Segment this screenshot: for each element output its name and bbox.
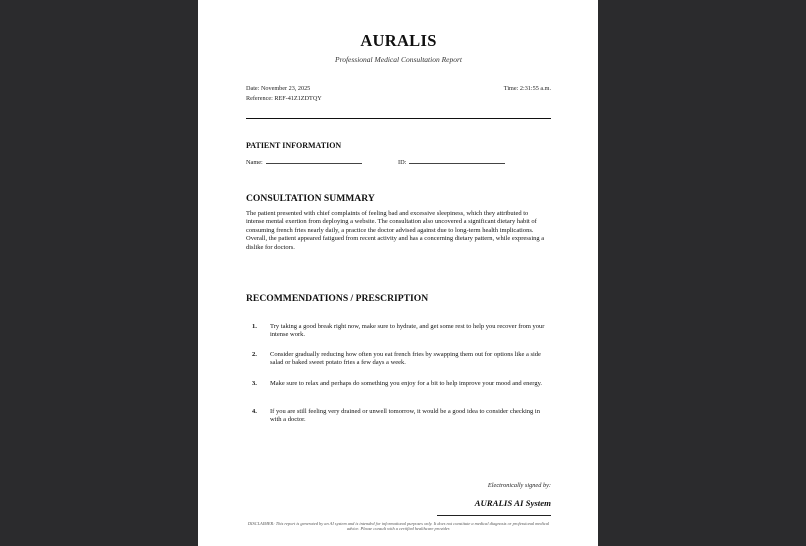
disclaimer-text: DISCLAIMER: This report is generated by an AI system and is intended for informational purposes only. It does not constitute a medical diagnosis or professional medical advice. Please consult with a certified healthcare provider. bbox=[247, 521, 550, 532]
recommendation-text: Try taking a good break right now, make sure to hydrate, and get some rest to help you recover from your intense work. bbox=[270, 323, 545, 339]
signature-line bbox=[437, 515, 551, 516]
brand-title: AURALIS bbox=[360, 31, 437, 50]
recommendations-heading: RECOMMENDATIONS / PRESCRIPTION bbox=[246, 293, 429, 304]
recommendation-number: 3. bbox=[252, 380, 257, 387]
consultation-summary-heading: CONSULTATION SUMMARY bbox=[246, 193, 375, 204]
patient-name-field bbox=[246, 157, 362, 166]
recommendation-text: If you are still feeling very drained or unwell tomorrow, it would be a good idea to consider checking in with a doctor. bbox=[270, 408, 540, 424]
patient-id-blank bbox=[409, 157, 505, 164]
report-time: Time: 2:31:55 a.m. bbox=[503, 85, 551, 92]
signature-label: Electronically signed by: bbox=[487, 482, 551, 489]
recommendation-text: Consider gradually reducing how often you eat french fries by swapping them out for options like a side salad or baked sweet potato fries a few days a week. bbox=[270, 351, 541, 367]
report-date: Date: November 23, 2025 bbox=[246, 85, 311, 92]
patient-name-label: Name: bbox=[246, 159, 263, 166]
report-subtitle: Professional Medical Consultation Report bbox=[334, 55, 462, 64]
recommendation-number: 1. bbox=[252, 323, 257, 330]
header-divider bbox=[246, 118, 551, 119]
recommendation-text: Make sure to relax and perhaps do something you enjoy for a bit to help improve your mood and energy. bbox=[270, 380, 543, 387]
patient-id-label: ID: bbox=[398, 159, 407, 166]
consultation-summary-text: The patient presented with chief complaints of feeling bad and excessive sleepiness, which they attributed to intense mental exertion from deploying a website. The consultation also uncovered a significant dietary habit of consuming french fries nearly daily, a practice the doctor advised against due to long-term health implications. Overall, the patient appeared fatigued from recent activity and has a concerning dietary pattern, while expressing a dislike for doctors. bbox=[246, 210, 545, 251]
patient-name-blank bbox=[266, 157, 362, 164]
signature-name: AURALIS AI System bbox=[474, 498, 551, 508]
document-page bbox=[198, 0, 598, 546]
patient-id-field bbox=[398, 157, 505, 166]
report-reference: Reference: REF-41Z1ZDTQY bbox=[246, 95, 322, 102]
recommendation-number: 4. bbox=[252, 408, 257, 415]
recommendation-number: 2. bbox=[252, 351, 257, 358]
patient-info-heading: PATIENT INFORMATION bbox=[246, 141, 342, 150]
